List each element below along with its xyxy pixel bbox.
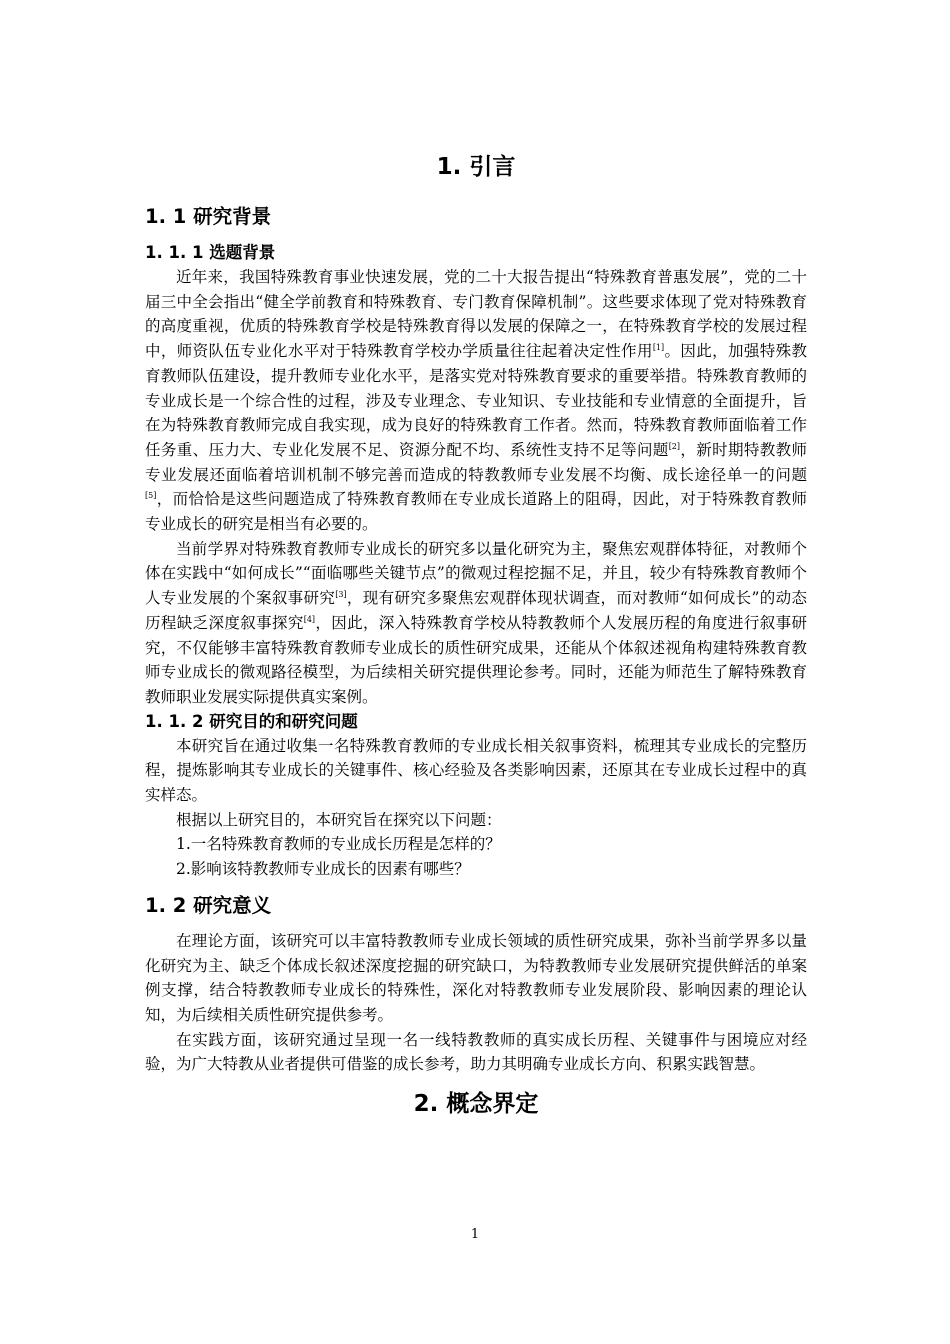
subsection-1-1-2-title: 1. 1. 2 研究目的和研究问题 [145, 711, 358, 731]
section-1-title: 1. 引言 [436, 154, 516, 180]
page-content [145, 150, 807, 1121]
research-question-1: 1.一名特殊教育教师的专业成长历程是怎样的？ [176, 835, 501, 854]
page-number: 1 [470, 1227, 480, 1242]
text-run: ，而恰恰是这些问题造成了特殊教育教师在专业成长道路上的阻碍，因此，对于特殊教育教师专业成长的研究是相当有必要的。 [145, 490, 807, 534]
subsection-1-1-1-title: 1. 1. 1 选题背景 [145, 243, 276, 262]
paragraph-background-1 [145, 265, 807, 537]
citation-5: [5] [145, 491, 157, 501]
paragraph-questions-intro: 根据以上研究目的，本研究旨在探究以下问题： [176, 810, 502, 829]
research-question-2: 2.影响该特教教师专业成长的因素有哪些？ [176, 860, 470, 879]
paragraph-theory: 在理论方面，该研究可以丰富特教教师专业成长领域的质性研究成果，弥补当前学界多以量化研究为主、缺乏个体成长叙述深度挖掘的研究缺口，为特教教师专业发展研究提供鲜活的单案例支撑，结合特教教师专业成长的特殊性，深化对特教教师专业发展阶段、影响因素的理论认知，为后续相关质性研究提供参考。 [145, 931, 807, 1024]
paragraph-purpose: 本研究旨在通过收集一名特殊教育教师的专业成长相关叙事资料，梳理其专业成长的完整历程，提炼影响其专业成长的关键事件、核心经验及各类影响因素，还原其在专业成长过程中的真实样态。 [145, 736, 807, 805]
text-run: ，现有研究多聚焦宏观群体现状调查，而对教师“如何成长”的动态历程缺乏深度叙事探究 [145, 589, 807, 632]
citation-1: [1] [652, 343, 665, 353]
subsection-1-1-title: 1. 1 研究背景 [145, 205, 272, 228]
paragraph-practice: 在实践方面，该研究通过呈现一名一线特教教师的真实成长历程、关键事件与困境应对经验，为广大特教从业者提供可借鉴的成长参考，助力其明确专业成长方向、积累实践智慧。 [145, 1030, 807, 1074]
text-run: 。因此，加强特殊教育教师队伍建设，提升教师专业化水平，是落实党对特殊教育要求的重要举措。特殊教育教师的专业成长是一个综合性的过程，涉及专业理念、专业知识、专业技能和专业情意的全面提升，旨在为特殊教育教师完成自我实现，成为良好的特殊教育工作者。然而，特殊教育教师面临着工作任务重、压力大、专业化发展不足、资源分配不均、系统性支持不足等问题 [145, 342, 807, 459]
section-2-title: 2. 概念界定 [413, 1091, 539, 1118]
text-run: 近年来，我国特殊教育事业快速发展，党的二十大报告提出“特殊教育普惠发展”，党的二十届三中全会指出“健全学前教育和特殊教育、专门教育保障机制”。这些要求体现了党对特殊教育的高度重视，优质的特殊教育学校是特殊教育得以发展的保障之一，在特殊教育学校的发展过程中，师资队伍专业化水平对于特殊教育学校办学质量往往起着决定性作用 [145, 268, 807, 361]
citation-2: [2] [668, 441, 681, 451]
text-run: ，新时期特教教师专业发展还面临着培训机制不够完善而造成的特教教师专业发展不均衡、成长途径单一的问题 [145, 440, 807, 484]
citation-3: [3] [335, 590, 347, 600]
text-run: ，因此，深入特殊教育学校从特教教师个人发展历程的角度进行叙事研究，不仅能够丰富特殊教育教师专业成长的质性研究成果，还能从个体叙述视角构建特殊教育教师专业成长的微观路径模型，为后续相关研究提供理论参考。同时，还能为师范生了解特殊教育教师职业发展实际提供真实案例。 [145, 613, 807, 706]
citation-4: [4] [303, 614, 316, 624]
text-run: 当前学界对特殊教育教师专业成长的研究多以量化研究为主，聚焦宏观群体特征，对教师个体在实践中“如何成长”“面临哪些关键节点”的微观过程挖掘不足，并且，较少有特殊教育教师个人专业发展的个案叙事研究 [145, 539, 807, 608]
subsection-1-2-title: 1. 2 研究意义 [145, 893, 272, 917]
paragraph-background-2 [145, 537, 807, 710]
